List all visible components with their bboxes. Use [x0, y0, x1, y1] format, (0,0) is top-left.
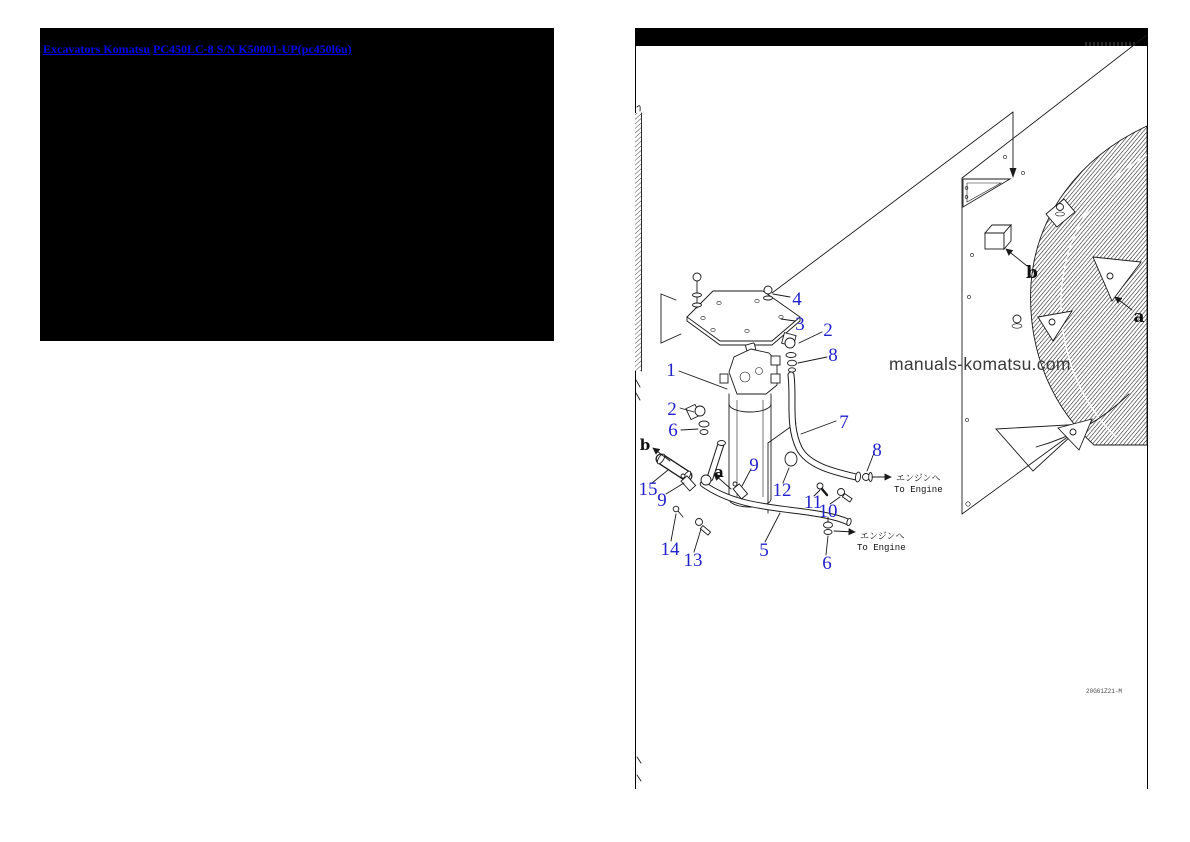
link-excavators-komatsu[interactable]: Excavators Komatsu — [43, 42, 150, 56]
callout-13: 13 — [683, 550, 703, 571]
tee-joint — [701, 475, 711, 485]
elbow-right-2 — [782, 333, 797, 373]
callout-14: 14 — [660, 539, 680, 560]
callout-2-left: 2 — [667, 399, 677, 420]
watermark: manuals-komatsu.com — [889, 354, 1071, 374]
mount-bracket — [963, 179, 1010, 207]
fuel-filter-assembly — [720, 343, 780, 507]
screw-10 — [838, 489, 853, 503]
ref-b-right: b — [1026, 263, 1038, 283]
callout-3: 3 — [795, 314, 805, 335]
callout-6-bottom: 6 — [822, 553, 832, 574]
callout-8-far: 8 — [872, 440, 882, 461]
figure-code: 20G61Z21-M — [1086, 688, 1123, 695]
callout-6-left: 6 — [668, 420, 678, 441]
breadcrumb — [43, 42, 352, 57]
to-engine-en: To Engine — [894, 485, 943, 495]
callout-10: 10 — [818, 501, 838, 522]
callout-2-right: 2 — [823, 320, 833, 341]
callout-15: 15 — [638, 479, 658, 500]
to-engine-jp: エンジンへ — [860, 532, 905, 542]
to-engine-en: To Engine — [857, 543, 906, 553]
hose-7 — [785, 375, 872, 482]
link-model-serial[interactable]: PC450LC-8 S/N K50001-UP(pc450l6u) — [153, 42, 352, 56]
bolt-4a — [693, 273, 702, 308]
callout-9-left: 9 — [657, 490, 667, 511]
elbow-left-2 — [686, 404, 709, 434]
parts-diagram — [635, 28, 1148, 789]
ref-a-right: a — [1133, 307, 1145, 327]
callout-12: 12 — [772, 480, 792, 501]
to-engine-annotation-2 — [834, 531, 906, 553]
callout-4: 4 — [792, 289, 802, 310]
block-b — [985, 225, 1011, 249]
callout-9-mid: 9 — [749, 455, 759, 476]
plate-bracket — [661, 294, 681, 343]
junction-12 — [785, 452, 797, 466]
callout-8-right: 8 — [828, 345, 838, 366]
callout-11: 11 — [803, 492, 823, 513]
callout-7: 7 — [839, 412, 849, 433]
ref-a-left: a — [714, 463, 724, 481]
bolt-8-far — [863, 473, 873, 482]
rear-panel — [962, 35, 1147, 514]
panel-holes — [965, 155, 1024, 506]
screw-14 — [673, 506, 683, 517]
blackout-block — [40, 28, 554, 341]
to-engine-jp: エンジンへ — [896, 474, 941, 484]
screw-13 — [696, 519, 711, 536]
callout-5: 5 — [759, 540, 769, 561]
ref-b-left: b — [639, 436, 651, 454]
callout-1: 1 — [666, 360, 676, 381]
to-engine-annotation-1 — [872, 473, 943, 495]
panel-bolt — [1012, 315, 1022, 328]
mounting-plate-assembly — [661, 273, 800, 345]
bolt-4b — [764, 286, 773, 300]
diagram-panel — [635, 28, 1148, 789]
fan-shroud — [1031, 126, 1147, 450]
